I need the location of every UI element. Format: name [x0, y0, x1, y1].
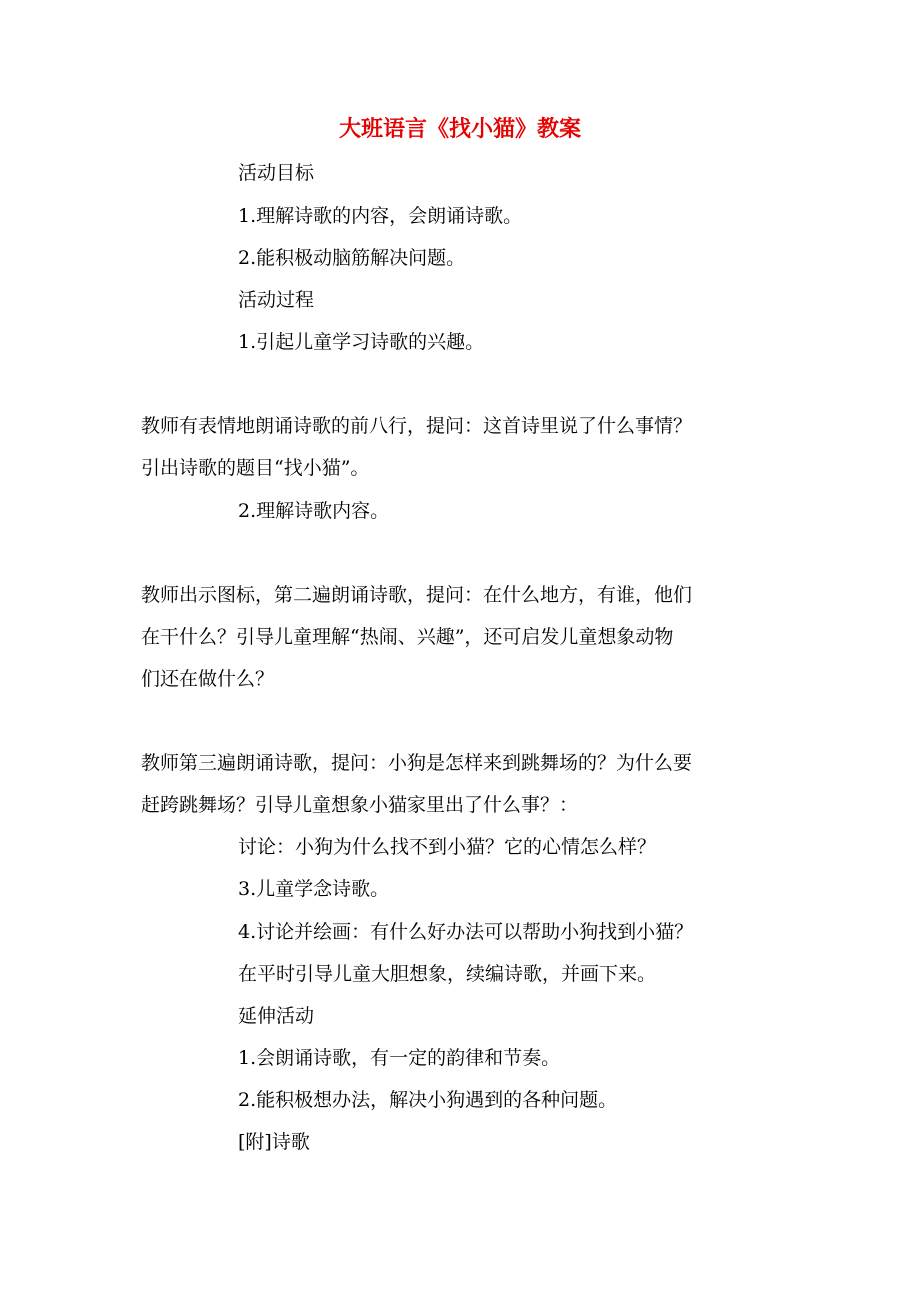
process-step-2: 2.理解诗歌内容。: [238, 500, 390, 522]
process-step-1: 1.引起儿童学习诗歌的兴趣。: [238, 331, 485, 353]
process-step-4: 4.讨论并绘画：有什么好办法可以帮助小狗找到小猫？: [238, 921, 694, 943]
paragraph-line: 在平时引导儿童大胆想象，续编诗歌，并画下来。: [238, 963, 657, 985]
extension-item-1: 1.会朗诵诗歌，有一定的韵律和节奏。: [238, 1047, 561, 1069]
section-heading-goals: 活动目标: [238, 162, 315, 184]
appendix-heading: [附]诗歌: [238, 1131, 310, 1153]
process-step-3: 3.儿童学念诗歌。: [238, 878, 390, 900]
paragraph-line: 赶跨跳舞场？引导儿童想象小猫家里出了什么事？：: [141, 794, 579, 816]
goal-item-1: 1.理解诗歌的内容，会朗诵诗歌。: [238, 205, 523, 227]
paragraph-line: 在干什么？引导儿童理解“热闹、兴趣”，还可启发儿童想象动物: [141, 626, 674, 648]
document-title: 大班语言《找小猫》教案: [338, 116, 581, 142]
paragraph-line: 引出诗歌的题目“找小猫”。: [141, 457, 370, 479]
paragraph-line: 教师第三遍朗诵诗歌，提问：小狗是怎样来到跳舞场的？为什么要: [141, 752, 693, 774]
paragraph-line: 教师有表情地朗诵诗歌的前八行，提问：这首诗里说了什么事情？: [141, 415, 693, 437]
paragraph-line: 们还在做什么？: [141, 668, 275, 690]
section-heading-extension: 延伸活动: [238, 1005, 315, 1027]
paragraph-line: 教师出示图标，第二遍朗诵诗歌，提问：在什么地方，有谁，他们: [141, 584, 693, 606]
discussion-line: 讨论：小狗为什么找不到小猫？它的心情怎么样？: [238, 836, 657, 858]
goal-item-2: 2.能积极动脑筋解决问题。: [238, 247, 466, 269]
section-heading-process: 活动过程: [238, 289, 315, 311]
extension-item-2: 2.能积极想办法，解决小狗遇到的各种问题。: [238, 1089, 618, 1111]
